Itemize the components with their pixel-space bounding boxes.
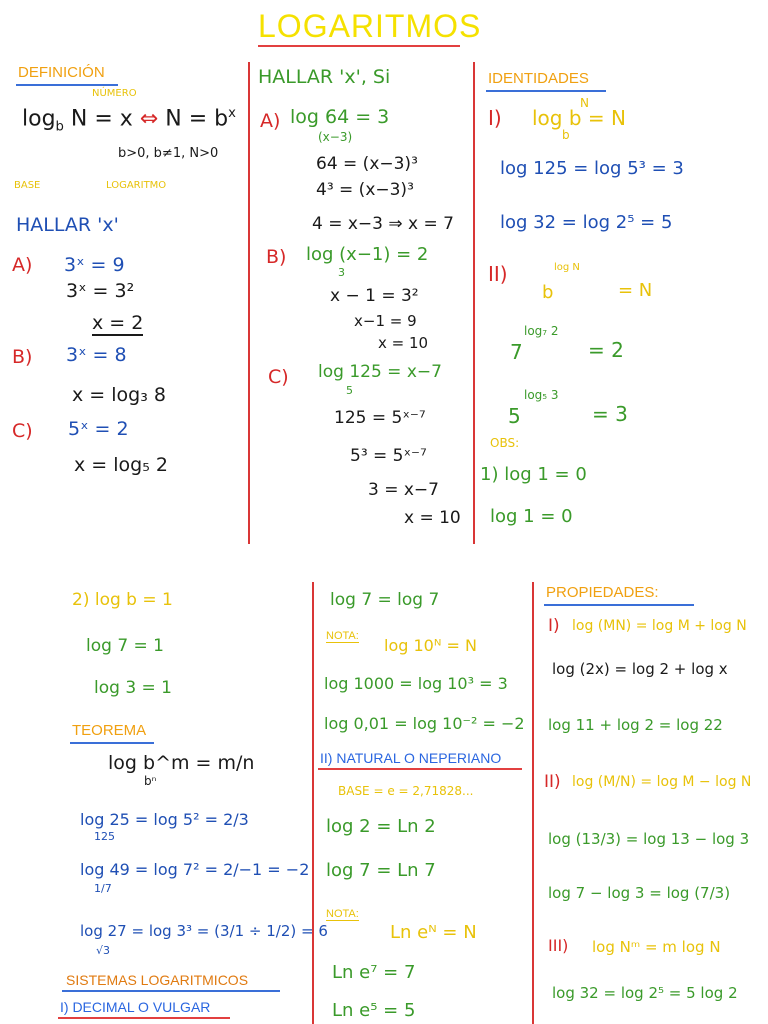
c2-c-line2: 125 = 5ˣ⁻⁷ <box>334 408 426 428</box>
c2-c-line1-base: 5 <box>346 384 353 397</box>
teorema-base: bⁿ <box>144 774 157 788</box>
identity-2-base: b <box>542 282 554 303</box>
teorema-ex3: log 27 = log 3³ = (3/1 ÷ 1/2) = 6 <box>80 922 328 940</box>
obs2-line2: log 7 = 1 <box>86 636 165 656</box>
c2-a-line2: 64 = (x−3)³ <box>316 154 418 174</box>
item-c-line2: x = log₅ 2 <box>74 454 168 476</box>
c2-c-line1: log 125 = x−7 <box>318 362 442 382</box>
item-b-letter: B) <box>12 346 33 368</box>
identity-2-formula: = N <box>618 280 653 301</box>
nota1-label: NOTA: <box>326 630 359 642</box>
nota2-formula: Ln eᴺ = N <box>390 922 477 943</box>
prop-2-formula: log (M/N) = log M − log N <box>572 774 752 790</box>
divider-bottom-left <box>312 582 314 1024</box>
base-e: BASE = e = 2,71828... <box>338 784 474 798</box>
identity-1-example2: log 32 = log 2⁵ = 5 <box>500 212 673 233</box>
c2-a-line1-base: (x−3) <box>318 130 353 144</box>
def-exp-sup: x <box>228 106 236 121</box>
c2-b-line3: x−1 = 9 <box>354 312 417 330</box>
teorema-ex1-base: 125 <box>94 830 115 843</box>
obs2-line3: log 3 = 1 <box>94 678 173 698</box>
definicion-underline <box>16 84 118 86</box>
prop-1-example1: log (2x) = log 2 + log x <box>552 660 728 678</box>
teorema-ex3-base: √3 <box>96 944 111 957</box>
divider-top-right <box>473 62 475 544</box>
identity-1-example1: log 125 = log 5³ = 3 <box>500 158 684 179</box>
identity-1-sub: b <box>562 128 570 142</box>
prop-3-example1: log 32 = log 2⁵ = 5 log 2 <box>552 984 738 1002</box>
c2-b-line1: log (x−1) = 2 <box>306 244 429 265</box>
natural-heading: II) NATURAL O NEPERIANO <box>320 750 502 766</box>
obs2-line1: 2) log b = 1 <box>72 590 173 610</box>
label-base: BASE <box>14 180 41 191</box>
c2-a-line3: 4³ = (x−3)³ <box>316 180 414 200</box>
sistemas-underline <box>62 990 280 992</box>
definicion-heading: DEFINICIÓN <box>18 64 105 81</box>
item-b-line2: x = log₃ 8 <box>72 384 166 406</box>
ln-e7: Ln e⁷ = 7 <box>332 962 416 983</box>
teorema-underline <box>70 742 154 744</box>
identity-1-label: I) <box>488 106 502 130</box>
identity-2-ex1-base: 7 <box>510 340 523 364</box>
divider-bottom-right <box>532 582 534 1024</box>
natural-underline <box>318 768 522 770</box>
teorema-ex2-base: 1/7 <box>94 882 112 895</box>
identity-2-ex2-exp: log₅ 3 <box>524 388 559 402</box>
obs-label: OBS: <box>490 436 520 450</box>
prop-2-label: II) <box>544 772 561 792</box>
identity-1-sup: N <box>580 96 589 110</box>
hallar-heading: HALLAR 'x' <box>16 214 119 236</box>
c2-a-line4: 4 = x−3 ⇒ x = 7 <box>312 214 454 234</box>
hallar-si-heading: HALLAR 'x', Si <box>258 66 391 88</box>
prop-1-example2: log 11 + log 2 = log 22 <box>548 716 723 734</box>
decimal-underline <box>58 1017 230 1019</box>
c2-a-letter: A) <box>260 110 281 132</box>
prop-1-label: I) <box>548 616 560 636</box>
item-a-line2: 3ˣ = 3² <box>66 280 135 302</box>
decimal-heading: I) DECIMAL O VULGAR <box>60 999 211 1015</box>
identity-2-label: II) <box>488 262 508 286</box>
divider-top-left <box>248 62 250 544</box>
def-exp: N = b <box>165 106 229 132</box>
identity-2-ex1-exp: log₇ 2 <box>524 324 559 338</box>
c2-c-line4: 3 = x−7 <box>368 480 439 500</box>
item-c-letter: C) <box>12 420 33 442</box>
item-a-line1: 3ˣ = 9 <box>64 254 125 276</box>
page-title: LOGARITMOS <box>258 8 482 44</box>
nota2-label: NOTA: <box>326 908 359 920</box>
c2-b-letter: B) <box>266 246 287 268</box>
c2-b-line1-base: 3 <box>338 266 345 279</box>
identity-2-ex2-eq: = 3 <box>592 402 628 426</box>
log-example-1000: log 1000 = log 10³ = 3 <box>324 674 508 693</box>
teorema-ex1: log 25 = log 5² = 2/3 <box>80 810 249 829</box>
def-base-sub: b <box>55 119 64 135</box>
def-rest: N = x <box>70 106 133 132</box>
item-b-line1: 3ˣ = 8 <box>66 344 127 366</box>
label-numero: NÚMERO <box>92 88 137 99</box>
propiedades-heading: PROPIEDADES: <box>546 584 659 601</box>
item-a-letter: A) <box>12 254 33 276</box>
prop-3-label: III) <box>548 936 569 955</box>
prop-2-example2: log 7 − log 3 = log (7/3) <box>548 884 731 902</box>
log10-top: log 7 = log 7 <box>330 590 440 610</box>
def-log: log <box>22 106 56 132</box>
label-logaritmo: LOGARITMO <box>106 180 167 191</box>
prop-3-formula: log Nᵐ = m log N <box>592 938 721 956</box>
identity-1-formula <box>532 106 626 130</box>
teorema-heading: TEOREMA <box>72 722 147 739</box>
c2-b-line2: x − 1 = 3² <box>330 286 419 306</box>
title-underline <box>258 45 460 47</box>
sistemas-heading: SISTEMAS LOGARITMICOS <box>66 972 249 988</box>
item-a-line3: x = 2 <box>92 312 144 334</box>
c2-b-line4: x = 10 <box>378 334 429 352</box>
prop-1-formula: log (MN) = log M + log N <box>572 618 747 634</box>
identidades-underline <box>486 90 606 92</box>
definition-condition: b>0, b≠1, N>0 <box>118 146 219 161</box>
obs-1: 1) log 1 = 0 <box>480 464 587 485</box>
c2-c-letter: C) <box>268 366 289 388</box>
teorema-formula: log b^m = m/n <box>108 752 255 774</box>
propiedades-underline <box>544 604 694 606</box>
identity-2-ex1-eq: = 2 <box>588 338 624 362</box>
obs-2: log 1 = 0 <box>490 506 573 527</box>
c2-c-line5: x = 10 <box>404 508 461 528</box>
c2-a-line1: log 64 = 3 <box>290 106 390 128</box>
c2-c-line3: 5³ = 5ˣ⁻⁷ <box>350 446 427 466</box>
identity-2-exp: log N <box>554 262 580 273</box>
log-example-001: log 0,01 = log 10⁻² = −2 <box>324 714 525 733</box>
ln-example-7: log 7 = Ln 7 <box>326 860 436 881</box>
ln-example-2: log 2 = Ln 2 <box>326 816 436 837</box>
definition-formula <box>22 106 236 135</box>
iff-icon: ⇔ <box>139 106 159 132</box>
nota1-formula: log 10ᴺ = N <box>384 636 477 655</box>
teorema-ex2: log 49 = log 7² = 2/−1 = −2 <box>80 860 310 879</box>
prop-2-example1: log (13/3) = log 13 − log 3 <box>548 830 750 848</box>
identity-2-ex2-base: 5 <box>508 404 521 428</box>
identidades-heading: IDENTIDADES <box>488 70 589 87</box>
ln-e5: Ln e⁵ = 5 <box>332 1000 416 1021</box>
item-c-line1: 5ˣ = 2 <box>68 418 129 440</box>
identity-1-text: log b = N <box>532 106 626 130</box>
